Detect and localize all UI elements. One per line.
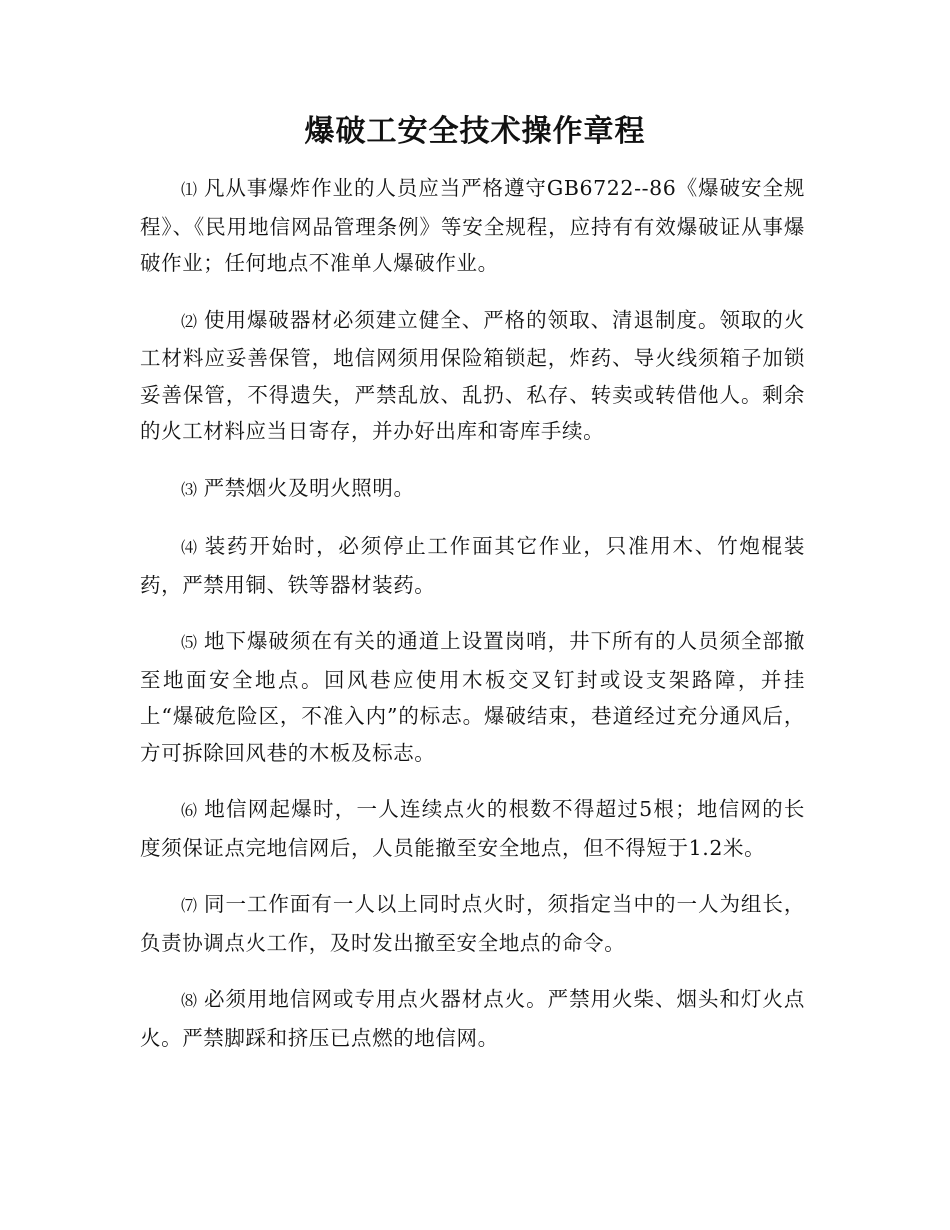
paragraph-text: 必须用地信网或专用点火器材点火。严禁用火柴、烟头和灯火点火。严禁脚踩和挤压已点燃的地信网。 [140, 987, 805, 1050]
paragraph-text: 凡从事爆炸作业的人员应当严格遵守GB6722--86《爆破安全规程》、《民用地信网品管理条例》等安全规程，应持有有效爆破证从事爆破作业；任何地点不准单人爆破作业。 [140, 176, 805, 275]
document-body [140, 170, 805, 1076]
paragraph-number: ⑸ [181, 633, 198, 652]
paragraph-text: 使用爆破器材必须建立健全、严格的领取、清退制度。领取的火工材料应妥善保管，地信网须用保险箱锁起，炸药、导火线须箱子加锁妥善保管，不得遗失，严禁乱放、乱扔、私存、转卖或转借他人。剩余的火工材料应当日寄存，并办好出库和寄库手续。 [140, 307, 805, 443]
paragraph-text: 严禁烟火及明火照明。 [203, 475, 415, 500]
paragraph-number: ⑺ [181, 896, 198, 915]
paragraph-number: ⑵ [181, 311, 198, 331]
paragraph-number: ⑻ [181, 991, 198, 1010]
paragraph-4 [140, 528, 805, 603]
paragraph-number: ⑶ [181, 479, 198, 499]
paragraph-text: 同一工作面有一人以上同时点火时，须指定当中的一人为组长，负责协调点火工作，及时发出撤至安全地点的命令。 [140, 892, 805, 955]
document-title: 爆破工安全技术操作章程 [304, 114, 646, 149]
paragraph-text: 地下爆破须在有关的通道上设置岗哨，井下所有的人员须全部撤至地面安全地点。回风巷应使用木板交叉钉封或设支架路障，并挂上“爆破危险区，不准入内”的标志。爆破结束，巷道经过充分通风后，方可拆除回风巷的木板及标志。 [140, 629, 805, 765]
paragraph-text: 地信网起爆时，一人连续点火的根数不得超过5根；地信网的长度须保证点完地信网后，人员能撤至安全地点，但不得短于1.2米。 [140, 797, 805, 860]
paragraph-number: ⑴ [181, 180, 198, 199]
paragraph-5 [140, 623, 805, 771]
paragraph-text: 装药开始时，必须停止工作面其它作业，只准用木、竹炮棍装药，严禁用铜、铁等器材装药。 [140, 534, 805, 597]
paragraph-3 [140, 470, 805, 509]
paragraph-2 [140, 302, 805, 450]
paragraph-7 [140, 886, 805, 961]
paragraph-1 [140, 170, 805, 282]
paragraph-8 [140, 981, 805, 1056]
paragraph-6 [140, 791, 805, 866]
paragraph-number: ⑹ [181, 801, 199, 820]
paragraph-number: ⑷ [181, 538, 199, 557]
